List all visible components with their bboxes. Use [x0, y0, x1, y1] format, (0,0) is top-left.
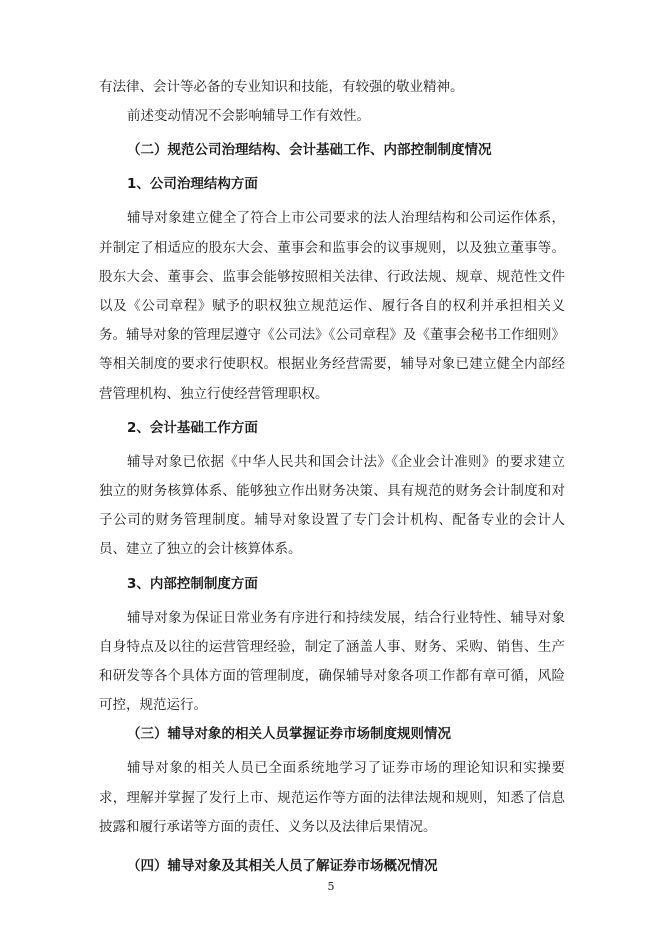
paragraph-governance: 辅导对象建立健全了符合上市公司要求的法人治理结构和公司运作体系，并制定了相适应的股东大会、董事会和监事会的议事规则，以及独立董事等。股东大会、董事会、监事会能够按照相关法律、行政法规、规章、规范性文件以及《公司章程》赋予的职权独立规范运作、履行各自的权利并承担相关义务。辅导对象的管理层遵守《公司法》《公司章程》及《董事会秘书工作细则》等相关制度的要求行使职权。根据业务经营需要，辅导对象已建立健全内部经营管理机构、独立行使经营管理职权。: [99, 210, 565, 402]
subheading-internal-control: 3、内部控制制度方面: [127, 575, 258, 592]
paragraph-internal-control: 辅导对象为保证日常业务有序进行和持续发展，结合行业特性、辅导对象自身特点及以往的运营管理经验，制定了涵盖人事、财务、采购、销售、生产和研发等各个具体方面的管理制度，确保辅导对象各项工作都有章可循，风险可控，规范运行。: [99, 609, 565, 714]
document-body: [99, 73, 565, 881]
section-heading-3: （三）辅导对象的相关人员掌握证券市场制度规则情况: [127, 726, 451, 743]
paragraph-continuation: 有法律、会计等必备的专业知识和技能，有较强的敬业精神。: [99, 79, 464, 95]
paragraph-change-note: 前述变动情况不会影响辅导工作有效性。: [127, 108, 370, 125]
paragraph-accounting: 辅导对象已依据《中华人民共和国会计法》《企业会计准则》的要求建立独立的财务核算体系、能够独立作出财务决策、具有规范的财务会计制度和对子公司的财务管理制度。辅导对象设置了专门会计机构、配备专业的会计人员、建立了独立的会计核算体系。: [99, 453, 565, 558]
paragraph-market-rules: 辅导对象的相关人员已全面系统地学习了证券市场的理论知识和实操要求，理解并掌握了发行上市、规范运作等方面的法律法规和规则，知悉了信息披露和履行承诺等方面的责任、义务以及法律后果情况。: [99, 760, 565, 835]
page-number: 5: [327, 880, 335, 893]
section-heading-4: （四）辅导对象及其相关人员了解证券市场概况情况: [127, 858, 438, 875]
section-heading-2: （二）规范公司治理结构、会计基础工作、内部控制制度情况: [127, 142, 492, 159]
subheading-accounting: 2、会计基础工作方面: [127, 419, 258, 436]
subheading-governance: 1、公司治理结构方面: [127, 176, 258, 193]
